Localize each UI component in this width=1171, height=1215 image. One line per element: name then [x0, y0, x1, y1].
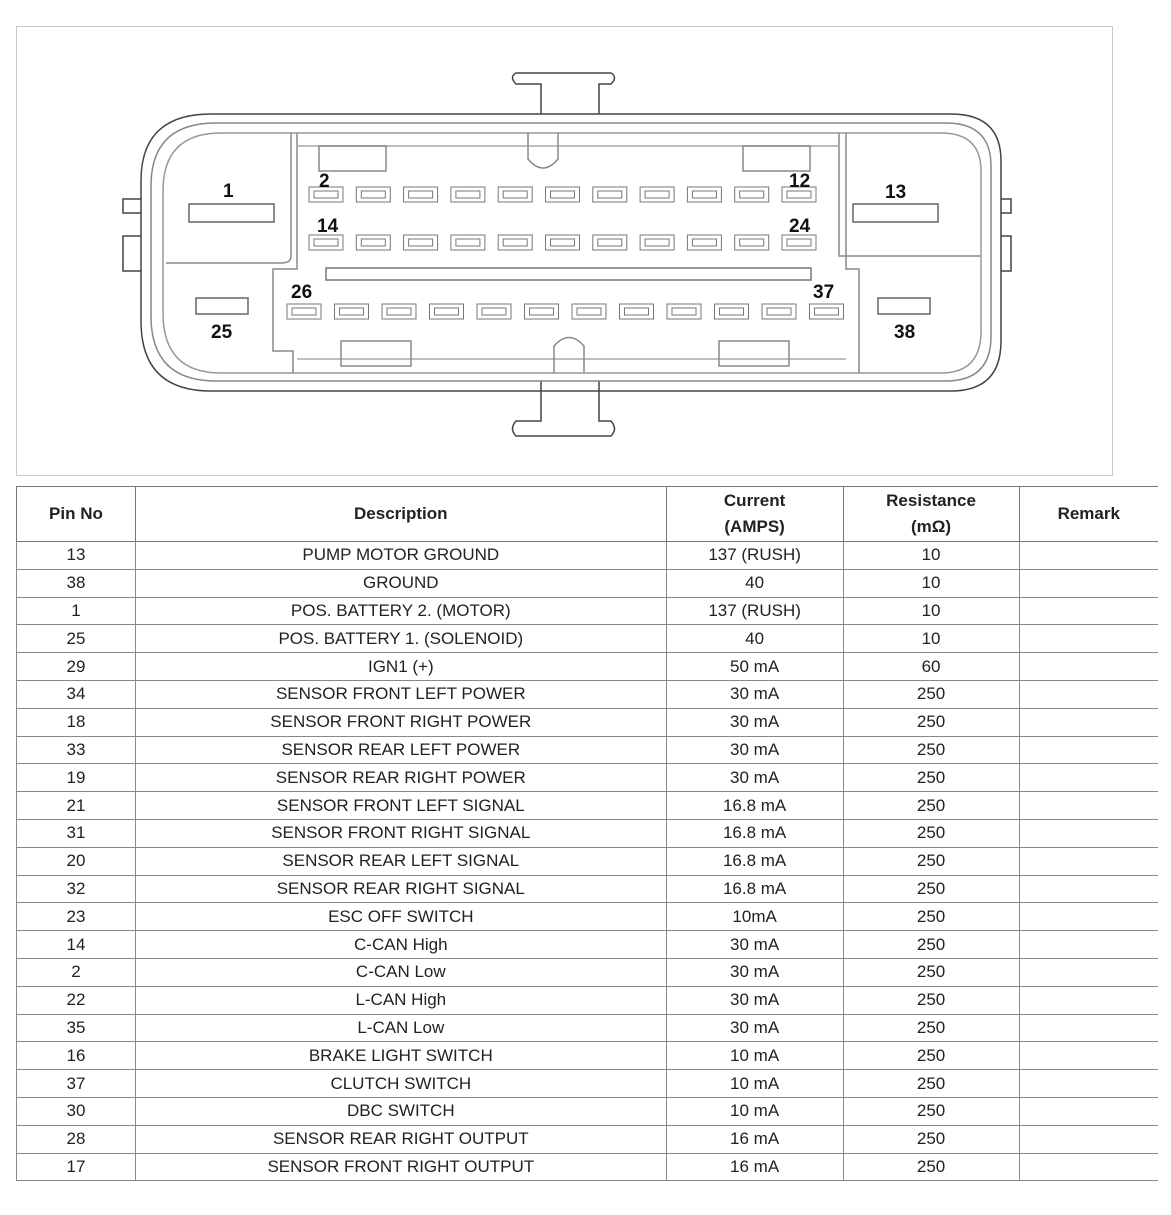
description-cell: SENSOR REAR RIGHT POWER: [135, 764, 666, 792]
terminal-pin: [503, 239, 527, 246]
pin-no-cell: 28: [17, 1125, 136, 1153]
pin-no-cell: 21: [17, 792, 136, 820]
resistance-cell: 250: [843, 680, 1019, 708]
terminal-pin: [503, 191, 527, 198]
connector-drawing: [1, 1, 1171, 501]
terminal-pin: [387, 308, 411, 315]
remark-cell: [1019, 1042, 1158, 1070]
table-row: [17, 1042, 1159, 1070]
description-cell: L-CAN Low: [135, 1014, 666, 1042]
current-cell: 30 mA: [666, 708, 843, 736]
resistance-cell: 10: [843, 569, 1019, 597]
description-cell: BRAKE LIGHT SWITCH: [135, 1042, 666, 1070]
description-cell: GROUND: [135, 569, 666, 597]
pin-no-cell: 2: [17, 958, 136, 986]
table-row: [17, 597, 1159, 625]
remark-cell: [1019, 764, 1158, 792]
remark-cell: [1019, 597, 1158, 625]
terminal-pin: [740, 239, 764, 246]
pin-no-cell: 37: [17, 1070, 136, 1098]
remark-cell: [1019, 819, 1158, 847]
resistance-cell: 250: [843, 958, 1019, 986]
header-current-line1: Current: [723, 491, 786, 510]
pin-no-cell: 30: [17, 1097, 136, 1125]
resistance-cell: 250: [843, 1097, 1019, 1125]
remark-cell: [1019, 986, 1158, 1014]
description-cell: C-CAN Low: [135, 958, 666, 986]
current-cell: 30 mA: [666, 1014, 843, 1042]
terminal-pin: [645, 191, 669, 198]
header-resistance-line1: Resistance: [886, 491, 976, 510]
terminal-pin: [645, 239, 669, 246]
table-row: [17, 736, 1159, 764]
header-current: [666, 487, 843, 542]
current-cell: 30 mA: [666, 680, 843, 708]
description-cell: SENSOR REAR RIGHT SIGNAL: [135, 875, 666, 903]
table-row: [17, 986, 1159, 1014]
remark-cell: [1019, 1014, 1158, 1042]
resistance-cell: 250: [843, 792, 1019, 820]
pin-no-cell: 1: [17, 597, 136, 625]
terminal-pin: [456, 191, 480, 198]
terminal-pin: [361, 191, 385, 198]
terminal-pin: [625, 308, 649, 315]
current-cell: 10 mA: [666, 1097, 843, 1125]
current-cell: 10mA: [666, 903, 843, 931]
resistance-cell: 10: [843, 625, 1019, 653]
resistance-cell: 10: [843, 542, 1019, 570]
table-row: [17, 875, 1159, 903]
pin-label-2: 2: [319, 171, 330, 192]
description-cell: SENSOR FRONT RIGHT OUTPUT: [135, 1153, 666, 1181]
terminal-pin: [314, 191, 338, 198]
terminal-pin: [815, 308, 839, 315]
resistance-cell: 250: [843, 764, 1019, 792]
terminal-pin: [692, 191, 716, 198]
terminal-pin: [598, 239, 622, 246]
current-cell: 16.8 mA: [666, 819, 843, 847]
table-row: [17, 764, 1159, 792]
pin-no-cell: 25: [17, 625, 136, 653]
pin-no-cell: 35: [17, 1014, 136, 1042]
terminal-pin: [314, 239, 338, 246]
pin-no-cell: 20: [17, 847, 136, 875]
terminal-pin: [787, 239, 811, 246]
remark-cell: [1019, 847, 1158, 875]
pin-no-cell: 19: [17, 764, 136, 792]
resistance-cell: 250: [843, 931, 1019, 959]
pin-label-37: 37: [813, 282, 835, 303]
remark-cell: [1019, 625, 1158, 653]
resistance-cell: 250: [843, 903, 1019, 931]
table-row: [17, 792, 1159, 820]
table-row: [17, 569, 1159, 597]
current-cell: 137 (RUSH): [666, 542, 843, 570]
resistance-cell: 250: [843, 875, 1019, 903]
description-cell: PUMP MOTOR GROUND: [135, 542, 666, 570]
pin-no-cell: 14: [17, 931, 136, 959]
remark-cell: [1019, 542, 1158, 570]
description-cell: C-CAN High: [135, 931, 666, 959]
remark-cell: [1019, 708, 1158, 736]
table-row: [17, 542, 1159, 570]
terminal-pin: [672, 308, 696, 315]
pin-label-38: 38: [894, 322, 916, 343]
resistance-cell: 60: [843, 653, 1019, 681]
pin-no-cell: 29: [17, 653, 136, 681]
table-row: [17, 653, 1159, 681]
resistance-cell: 10: [843, 597, 1019, 625]
current-cell: 16 mA: [666, 1153, 843, 1181]
resistance-cell: 250: [843, 1014, 1019, 1042]
current-cell: 50 mA: [666, 653, 843, 681]
pin-label-24: 24: [789, 216, 811, 237]
header-remark: Remark: [1019, 487, 1158, 542]
header-resistance-line2: (mΩ): [911, 517, 952, 536]
pin-label-14: 14: [317, 216, 339, 237]
pin-no-cell: 31: [17, 819, 136, 847]
header-current-line2: (AMPS): [724, 517, 785, 536]
header-resistance: [843, 487, 1019, 542]
table-row: [17, 1070, 1159, 1098]
current-cell: 30 mA: [666, 736, 843, 764]
current-cell: 30 mA: [666, 764, 843, 792]
remark-cell: [1019, 1153, 1158, 1181]
pin-no-cell: 16: [17, 1042, 136, 1070]
table-row: [17, 625, 1159, 653]
table-row: [17, 1097, 1159, 1125]
terminal-pin: [292, 308, 316, 315]
description-cell: CLUTCH SWITCH: [135, 1070, 666, 1098]
current-cell: 16.8 mA: [666, 847, 843, 875]
remark-cell: [1019, 875, 1158, 903]
pin-label-12: 12: [789, 171, 811, 192]
pin-label-26: 26: [291, 282, 313, 303]
terminal-pin: [551, 191, 575, 198]
remark-cell: [1019, 1125, 1158, 1153]
description-cell: ESC OFF SWITCH: [135, 903, 666, 931]
table-header-row: [17, 487, 1159, 542]
terminal-pin: [720, 308, 744, 315]
resistance-cell: 250: [843, 819, 1019, 847]
pin-no-cell: 18: [17, 708, 136, 736]
remark-cell: [1019, 1097, 1158, 1125]
pin-label-1: 1: [223, 181, 234, 202]
current-cell: 40: [666, 625, 843, 653]
resistance-cell: 250: [843, 1042, 1019, 1070]
description-cell: IGN1 (+): [135, 653, 666, 681]
terminal-pin: [409, 191, 433, 198]
terminal-pin: [530, 308, 554, 315]
description-cell: SENSOR FRONT RIGHT SIGNAL: [135, 819, 666, 847]
resistance-cell: 250: [843, 986, 1019, 1014]
description-cell: SENSOR REAR LEFT POWER: [135, 736, 666, 764]
terminal-pin: [551, 239, 575, 246]
remark-cell: [1019, 653, 1158, 681]
table-row: [17, 819, 1159, 847]
current-cell: 30 mA: [666, 986, 843, 1014]
description-cell: DBC SWITCH: [135, 1097, 666, 1125]
resistance-cell: 250: [843, 847, 1019, 875]
resistance-cell: 250: [843, 1125, 1019, 1153]
description-cell: L-CAN High: [135, 986, 666, 1014]
table-row: [17, 847, 1159, 875]
terminal-pin: [361, 239, 385, 246]
current-cell: 16 mA: [666, 1125, 843, 1153]
terminal-pin: [787, 191, 811, 198]
pin-label-13: 13: [885, 182, 907, 203]
remark-cell: [1019, 736, 1158, 764]
description-cell: SENSOR FRONT LEFT SIGNAL: [135, 792, 666, 820]
description-cell: SENSOR FRONT RIGHT POWER: [135, 708, 666, 736]
description-cell: POS. BATTERY 2. (MOTOR): [135, 597, 666, 625]
description-cell: POS. BATTERY 1. (SOLENOID): [135, 625, 666, 653]
pin-no-cell: 13: [17, 542, 136, 570]
remark-cell: [1019, 680, 1158, 708]
resistance-cell: 250: [843, 736, 1019, 764]
remark-cell: [1019, 903, 1158, 931]
table-row: [17, 1125, 1159, 1153]
table-row: [17, 958, 1159, 986]
terminal-pin: [598, 191, 622, 198]
current-cell: 10 mA: [666, 1042, 843, 1070]
remark-cell: [1019, 792, 1158, 820]
current-cell: 40: [666, 569, 843, 597]
terminal-pin: [767, 308, 791, 315]
remark-cell: [1019, 569, 1158, 597]
terminal-pin: [692, 239, 716, 246]
table-row: [17, 1014, 1159, 1042]
current-cell: 137 (RUSH): [666, 597, 843, 625]
pin-label-25: 25: [211, 322, 233, 343]
current-cell: 16.8 mA: [666, 792, 843, 820]
terminal-pin: [740, 191, 764, 198]
table-row: [17, 680, 1159, 708]
pin-no-cell: 38: [17, 569, 136, 597]
resistance-cell: 250: [843, 708, 1019, 736]
resistance-cell: 250: [843, 1070, 1019, 1098]
terminal-pin: [409, 239, 433, 246]
terminal-pin: [435, 308, 459, 315]
current-cell: 16.8 mA: [666, 875, 843, 903]
resistance-cell: 250: [843, 1153, 1019, 1181]
table-row: [17, 1153, 1159, 1181]
terminal-pin: [456, 239, 480, 246]
terminal-pin: [340, 308, 364, 315]
current-cell: 30 mA: [666, 958, 843, 986]
description-cell: SENSOR FRONT LEFT POWER: [135, 680, 666, 708]
pin-table: [16, 486, 1158, 1181]
description-cell: SENSOR REAR LEFT SIGNAL: [135, 847, 666, 875]
header-description: Description: [135, 487, 666, 542]
pin-no-cell: 23: [17, 903, 136, 931]
table-row: [17, 903, 1159, 931]
current-cell: 30 mA: [666, 931, 843, 959]
pin-no-cell: 33: [17, 736, 136, 764]
table-row: [17, 931, 1159, 959]
terminal-pin: [577, 308, 601, 315]
pin-no-cell: 32: [17, 875, 136, 903]
header-pin-no: Pin No: [17, 487, 136, 542]
remark-cell: [1019, 958, 1158, 986]
description-cell: SENSOR REAR RIGHT OUTPUT: [135, 1125, 666, 1153]
remark-cell: [1019, 1070, 1158, 1098]
pin-no-cell: 17: [17, 1153, 136, 1181]
table-row: [17, 708, 1159, 736]
terminal-pin: [482, 308, 506, 315]
pin-no-cell: 22: [17, 986, 136, 1014]
pin-no-cell: 34: [17, 680, 136, 708]
connector-diagram: [16, 26, 1113, 476]
remark-cell: [1019, 931, 1158, 959]
current-cell: 10 mA: [666, 1070, 843, 1098]
